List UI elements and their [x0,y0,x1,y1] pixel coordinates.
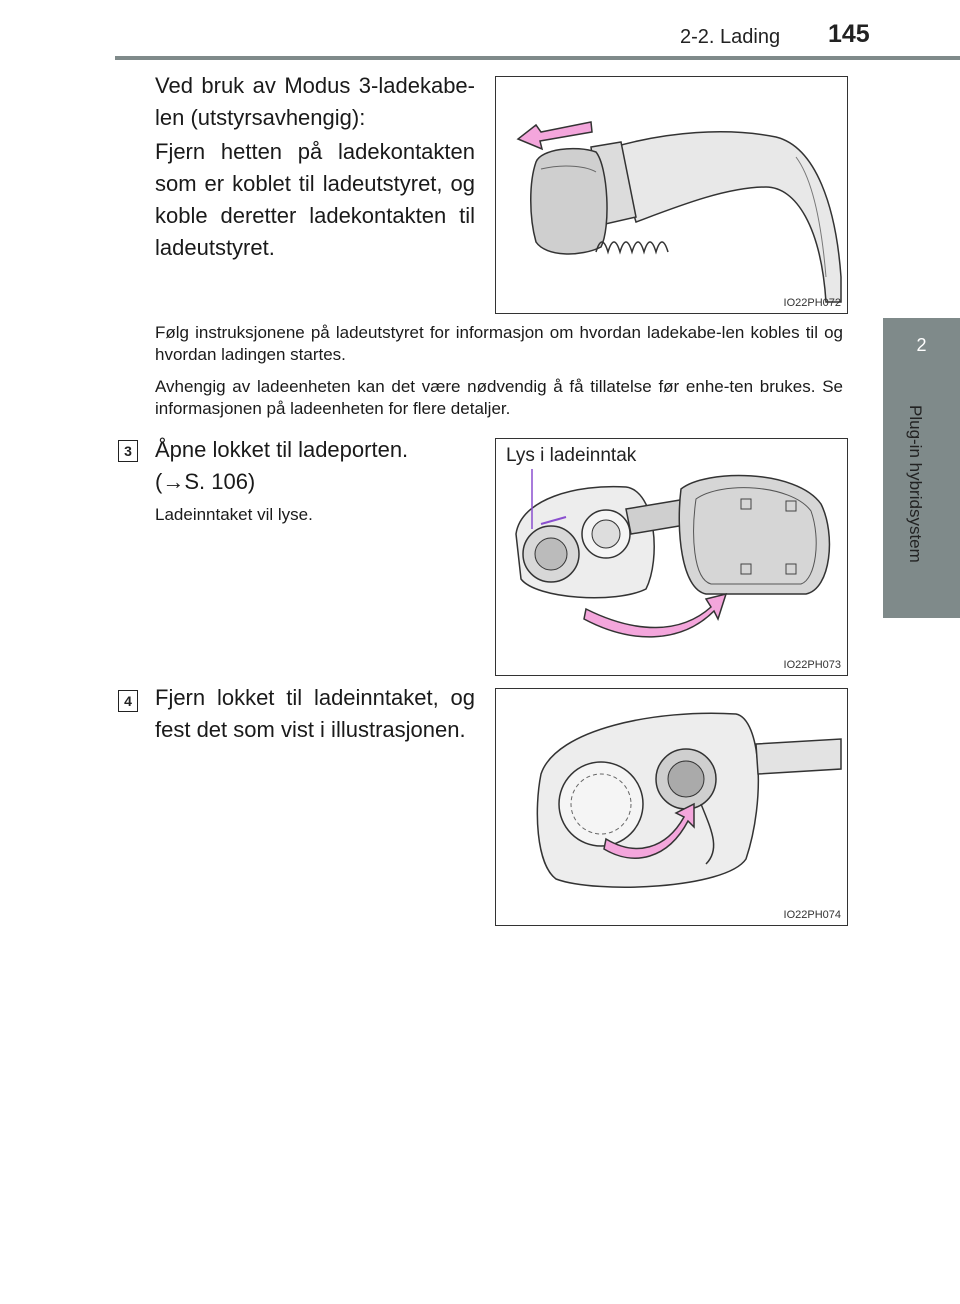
step-number-4: 4 [118,690,138,712]
figure-remove-inlet-cap [495,688,848,926]
step2-note-1: Følg instruksjonene på ladeutstyret for informasjon om hvordan ladekabe-len kobles til og hvordan ladingen startes. [155,323,843,364]
step-number-3: 3 [118,440,138,462]
figure-open-port-lid [495,438,848,676]
step2-instruction: Fjern hetten på ladekontakten som er koblet til ladeutstyret, og koble deretter ladekontakten til ladeutstyret. [155,139,475,260]
header-rule [115,56,960,60]
section-title: 2-2. Lading [680,26,781,48]
port-lid-illustration [496,439,846,674]
step3-instruction: Åpne lokket til ladeporten. [155,437,409,462]
step2-note-2: Avhengig av ladeenheten kan det være nødvendig å få tillatelse før enhe-ten brukes. Se informasjonen på ladeenheten for flere detaljer. [155,377,843,418]
connector-illustration [496,77,846,312]
figure-code: IO22PH074 [783,909,841,921]
page-number: 145 [828,20,870,48]
chapter-number: 2 [916,335,927,355]
step2-intro: Ved bruk av Modus 3-ladekabe-len (utstyrsavhengig): [155,73,475,130]
figure-callout-label: Lys i ladeinntak [506,445,637,466]
figure-charging-connector [495,76,848,314]
step3-reference: (→S. 106) [155,469,256,494]
figure-code: IO22PH073 [783,659,841,671]
chapter-label: Plug-in hybridsystem [906,405,925,563]
inlet-cap-illustration [496,689,846,924]
step3-note: Ladeinntaket vil lyse. [155,505,313,524]
figure-code: IO22PH072 [783,297,841,309]
remove-cap-arrow [518,122,592,149]
step4-instruction: Fjern lokket til ladeinntaket, og fest det som vist i illustrasjonen. [155,685,475,742]
open-lid-arrow [584,594,726,637]
